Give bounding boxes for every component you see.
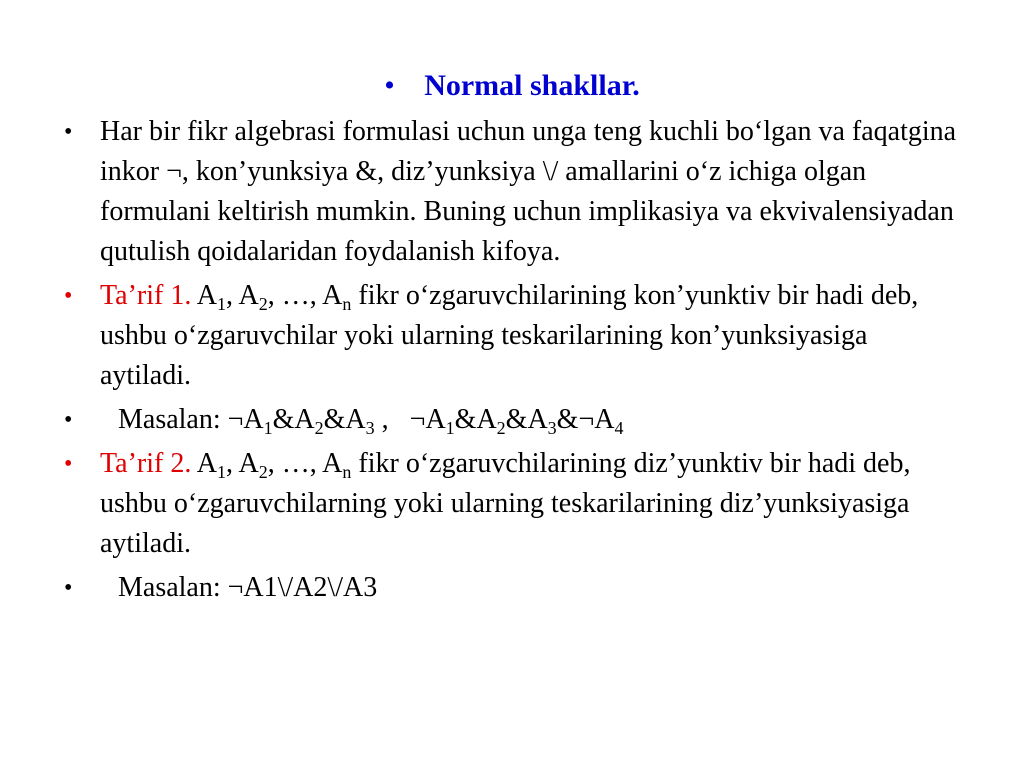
bullet-icon: •: [64, 451, 73, 477]
intro-paragraph: Har bir fikr algebrasi formulasi uchun unga teng kuchli bo‘lgan va faqatgina inkor ¬, kon’yunksiya &, diz’yunksiya \/ amallarini o‘z ichiga olgan formulani keltirish mumkin. Buning uchun implikasiya va ekvivalensiyadan qutulish qoidalaridan foydalanish kifoya.: [100, 116, 957, 267]
definition-1-text: fikr o‘zgaruvchilarining kon’yunktiv bir hadi deb, ushbu o‘zgaruvchilar yoki ularning teskarilarining kon’yunksiyasiga aytiladi.: [100, 280, 919, 391]
definition-1-variables: $A_1$, $A_2$, …, $A_n$: [196, 280, 352, 314]
definition-2-label: Ta’rif 2.: [100, 448, 192, 479]
bullet-icon: •: [64, 407, 73, 433]
list-item-intro: [60, 112, 960, 272]
title-text: Normal shakllar.: [424, 69, 640, 102]
list-item-example-1: [60, 400, 960, 440]
bullet-icon: •: [64, 283, 73, 309]
bullet-icon: •: [64, 119, 73, 145]
list-item-definition-1: [60, 276, 960, 396]
example-1-formula-a: $\neg A_1\&A_2\&A_3$ ,: [227, 404, 410, 438]
bullet-icon: •: [64, 575, 73, 601]
example-1-label: Masalan:: [118, 404, 228, 435]
definition-1-label: Ta’rif 1.: [100, 280, 192, 311]
example-1-formula-b: $\neg A_1\&A_2\&A_3\&\neg A_4$: [409, 404, 624, 438]
list-item-example-2: [60, 568, 960, 608]
list-item-definition-2: [60, 444, 960, 564]
definition-2-text: fikr o‘zgaruvchilarining diz’yunktiv bir hadi deb, ushbu o‘zgaruvchilarning yoki ularning teskarilarining diz’yunksiyasiga aytiladi.: [100, 448, 911, 559]
slide-title: [0, 64, 1024, 108]
definition-2-variables: $A_1$, $A_2$, …, $A_n$: [196, 448, 352, 482]
title-bullet: •: [384, 69, 395, 102]
bullet-list: [60, 112, 960, 612]
example-2-formula: ¬A1\/A2\/A3: [227, 572, 378, 603]
example-2-label: Masalan:: [118, 572, 228, 603]
